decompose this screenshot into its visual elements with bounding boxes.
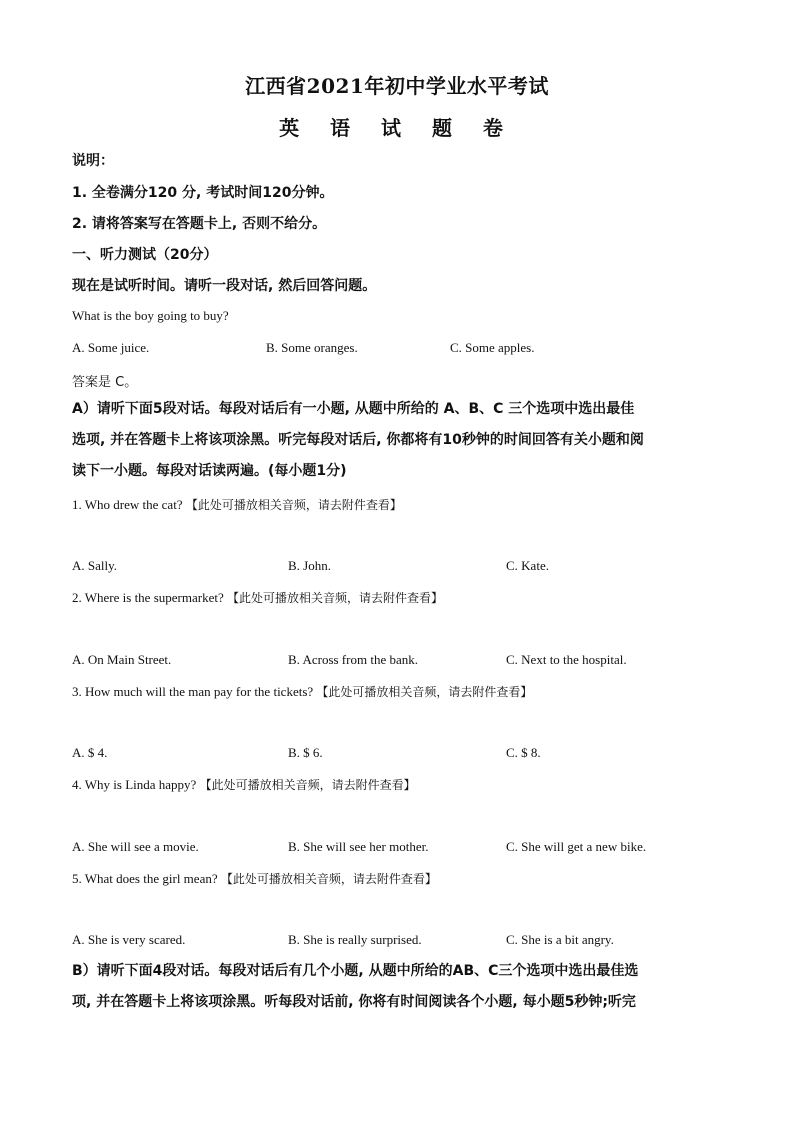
question-4-audio-note: 【此处可播放相关音频，请去附件查看】 (199, 778, 416, 792)
instructions-heading: 说明： (72, 153, 114, 169)
question-5-audio-note: 【此处可播放相关音频，请去附件查看】 (220, 872, 437, 886)
trial-question: What is the boy going to buy? (72, 308, 229, 323)
question-5-text: 5. What does the girl mean? (72, 871, 218, 886)
question-4-option-c: C. She will get a new bike. (506, 839, 647, 854)
question-1-audio-note: 【此处可播放相关音频，请去附件查看】 (185, 498, 402, 512)
question-1-option-b: B. John. (288, 558, 331, 573)
question-3-option-a: A. $ 4. (72, 745, 108, 760)
question-5 (72, 870, 437, 887)
question-3-option-b: B. $ 6. (288, 745, 323, 760)
question-4-option-b: B. She will see her mother. (288, 839, 429, 854)
instruction-item-2: 2. 请将答案写在答题卡上, 否则不给分。 (72, 216, 327, 232)
question-2-option-c: C. Next to the hospital. (506, 652, 627, 667)
question-1-text: 1. Who drew the cat? (72, 497, 183, 512)
question-4 (72, 776, 416, 793)
instruction-item-1: 1. 全卷满分120 分, 考试时间120分钟。 (72, 185, 334, 201)
question-3-text: 3. How much will the man pay for the tickets? (72, 684, 314, 699)
exam-subtitle: 英 语 试 题 卷 (279, 116, 515, 140)
question-5-option-b: B. She is really surprised. (288, 932, 422, 947)
part-b-line-2: 项, 并在答题卡上将该项涂黑。听每段对话前, 你将有时间阅读各个小题, 每小题5秒钟;听完 (72, 994, 636, 1010)
part-b-instructions (72, 956, 722, 1018)
question-2-text: 2. Where is the supermarket? (72, 590, 224, 605)
question-3-option-c: C. $ 8. (506, 745, 541, 760)
question-3-audio-note: 【此处可播放相关音频，请去附件查看】 (316, 685, 533, 699)
question-5-option-c: C. She is a bit angry. (506, 932, 614, 947)
trial-option-a: A. Some juice. (72, 340, 150, 355)
question-5-option-a: A. She is very scared. (72, 932, 186, 947)
question-2-option-b: B. Across from the bank. (288, 652, 418, 667)
exam-title: 江西省2021年初中学业水平考试 (245, 74, 549, 98)
question-1-option-a: A. Sally. (72, 558, 118, 573)
section-1-heading: 一、听力测试（20分） (72, 247, 218, 263)
part-a-line-3: 读下一小题。每段对话读两遍。(每小题1分) (72, 463, 347, 479)
trial-answer: 答案是 C。 (72, 375, 138, 390)
trial-prompt: 现在是试听时间。请听一段对话, 然后回答问题。 (72, 278, 377, 294)
trial-option-b: B. Some oranges. (266, 340, 358, 355)
question-4-text: 4. Why is Linda happy? (72, 777, 197, 792)
question-2-audio-note: 【此处可播放相关音频，请去附件查看】 (226, 591, 443, 605)
trial-option-c: C. Some apples. (450, 340, 535, 355)
question-2-option-a: A. On Main Street. (72, 652, 172, 667)
question-3 (72, 683, 532, 700)
question-1-option-c: C. Kate. (506, 558, 549, 573)
part-a-line-2: 选项, 并在答题卡上将该项涂黑。听完每段对话后, 你都将有10秒钟的时间回答有关小题和阅 (72, 432, 644, 448)
part-a-instructions (72, 394, 722, 487)
part-a-line-1: A）请听下面5段对话。每段对话后有一小题, 从题中所给的 A、B、C 三个选项中选出最佳 (72, 401, 635, 417)
question-4-option-a: A. She will see a movie. (72, 839, 199, 854)
question-2 (72, 589, 443, 606)
part-b-line-1: B）请听下面4段对话。每段对话后有几个小题, 从题中所给的AB、C三个选项中选出最佳选 (72, 963, 639, 979)
question-1 (72, 496, 402, 513)
